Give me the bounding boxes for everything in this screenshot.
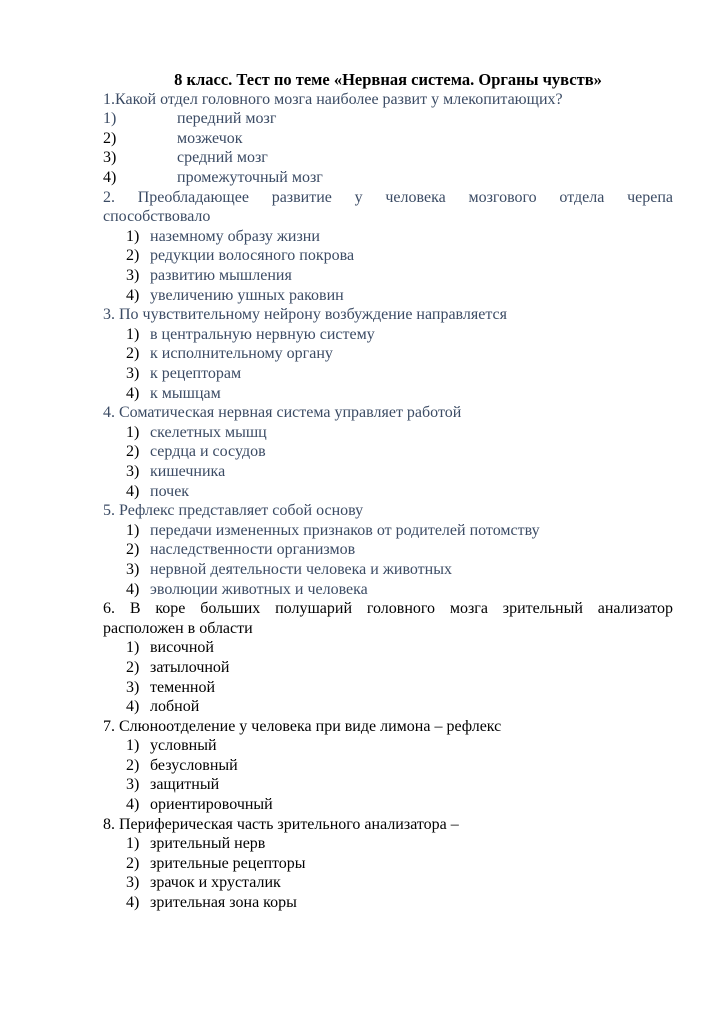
option-text: в центральную нервную систему	[150, 325, 375, 343]
option-text: развитию мышления	[150, 267, 292, 285]
option-number: 2)	[126, 658, 140, 676]
option-number: 3)	[126, 874, 140, 892]
test-document	[103, 70, 673, 913]
question-7-text: 7. Слюноотделение у человека при виде лимона – рефлекс	[103, 717, 502, 735]
q6-option-1	[103, 638, 673, 658]
q3-option-2	[103, 344, 673, 364]
option-text: наследственности организмов	[150, 541, 356, 559]
option-number: 1)	[126, 423, 140, 441]
q7-option-2	[103, 756, 673, 776]
question-8-text: 8. Периферическая часть зрительного анализатора –	[103, 815, 459, 833]
option-number: 2)	[126, 345, 140, 363]
q1-option-3	[103, 148, 673, 168]
question-6-text-line-1: 6. В коре больших полушарий головного мозга зрительный анализатор	[103, 600, 673, 618]
option-text: скелетных мышц	[150, 423, 267, 441]
question-3-text: 3. По чувствительному нейрону возбуждение направляется	[103, 306, 507, 324]
option-text: передний мозг	[177, 110, 277, 128]
q7-option-3	[103, 775, 673, 795]
option-text: сердца и сосудов	[150, 443, 266, 461]
q4-option-3	[103, 462, 673, 482]
question-5-text: 5. Рефлекс представляет собой основу	[103, 502, 364, 520]
question-4-text: 4. Соматическая нервная система управляет работой	[103, 404, 462, 422]
q3-option-1	[103, 325, 673, 345]
question-2-text-line-2: способствовало	[103, 208, 211, 226]
option-text: к рецепторам	[150, 365, 242, 382]
q5-option-3	[103, 560, 673, 580]
option-number: 1)	[126, 737, 140, 755]
option-number: 2)	[126, 854, 140, 872]
q2-option-4	[103, 286, 673, 306]
option-text: затылочной	[150, 658, 230, 676]
option-number: 2)	[126, 443, 140, 461]
q8-option-3	[103, 873, 673, 893]
option-text: наземному образу жизни	[150, 227, 320, 245]
option-text: защитный	[150, 776, 220, 794]
option-number: 1)	[126, 325, 140, 343]
q4-option-4	[103, 482, 673, 502]
q7-option-1	[103, 736, 673, 756]
q6-option-2	[103, 658, 673, 678]
option-number: 4)	[126, 384, 140, 402]
option-number: 3)	[126, 462, 140, 480]
q1-option-1	[103, 109, 673, 129]
q8-option-1	[103, 834, 673, 854]
q6-option-3	[103, 678, 673, 698]
option-number: 3)	[126, 365, 140, 382]
q1-option-2	[103, 129, 673, 149]
option-text: условный	[150, 737, 217, 755]
option-text: зрачок и хрусталик	[150, 874, 281, 892]
option-text: нервной деятельности человека и животных	[150, 560, 452, 578]
option-number: 4)	[126, 580, 140, 598]
option-number: 4)	[126, 698, 140, 716]
q7-option-4	[103, 795, 673, 815]
option-text: кишечника	[150, 462, 226, 480]
q2-option-2	[103, 246, 673, 266]
option-number: 3)	[103, 149, 117, 167]
q5-option-2	[103, 540, 673, 560]
option-text: зрительная зона коры	[150, 894, 297, 912]
q6-option-4	[103, 697, 673, 717]
option-number: 3)	[126, 776, 140, 794]
q5-option-1	[103, 521, 673, 541]
option-text: увеличению ушных раковин	[150, 286, 344, 304]
q3-option-3	[103, 364, 673, 384]
q8-option-4	[103, 893, 673, 913]
option-text: средний мозг	[177, 149, 268, 167]
question-1-text: 1.Какой отдел головного мозга наиболее развит у млекопитающих?	[103, 90, 563, 108]
option-text: височной	[150, 639, 214, 657]
option-number: 3)	[126, 560, 140, 578]
option-number: 4)	[126, 796, 140, 814]
option-number: 4)	[126, 286, 140, 304]
option-number: 2)	[126, 756, 140, 774]
option-number: 2)	[126, 247, 140, 265]
page-title: 8 класс. Тест по теме «Нервная система. Органы чувств»	[174, 70, 602, 89]
q4-option-1	[103, 423, 673, 443]
q4-option-2	[103, 442, 673, 462]
q2-option-3	[103, 266, 673, 286]
option-number: 4)	[126, 482, 140, 500]
option-number: 3)	[126, 678, 140, 696]
option-text: передачи измененных признаков от родителей потомству	[150, 521, 540, 539]
option-text: промежуточный мозг	[177, 169, 323, 187]
option-text: зрительный нерв	[150, 835, 266, 853]
option-number: 2)	[126, 541, 140, 559]
q1-option-4	[103, 168, 673, 188]
option-text: почек	[150, 482, 190, 500]
option-number: 3)	[126, 267, 140, 285]
q3-option-4	[103, 384, 673, 404]
option-number: 1)	[126, 835, 140, 853]
option-number: 4)	[126, 894, 140, 912]
option-text: теменной	[150, 678, 216, 696]
option-number: 4)	[103, 169, 117, 187]
option-text: ориентировочный	[150, 796, 273, 814]
q8-option-2	[103, 854, 673, 874]
option-text: к мышцам	[150, 384, 221, 402]
option-number: 1)	[103, 110, 117, 128]
option-text: редукции волосяного покрова	[150, 247, 355, 265]
option-text: зрительные рецепторы	[150, 854, 306, 872]
option-number: 1)	[126, 227, 140, 245]
option-text: эволюции животных и человека	[150, 580, 368, 598]
question-6-text-line-2: расположен в области	[103, 619, 253, 637]
option-number: 1)	[126, 639, 140, 657]
option-text: к исполнительному органу	[150, 345, 333, 363]
option-text: безусловный	[150, 756, 238, 774]
option-text: мозжечок	[177, 129, 243, 147]
q2-option-1	[103, 227, 673, 247]
q5-option-4	[103, 580, 673, 600]
option-number: 2)	[103, 129, 117, 147]
option-text: лобной	[150, 698, 200, 716]
question-2-text-line-1: 2. Преобладающее развитие у человека мозгового отдела черепа	[103, 188, 673, 206]
option-number: 1)	[126, 521, 140, 539]
